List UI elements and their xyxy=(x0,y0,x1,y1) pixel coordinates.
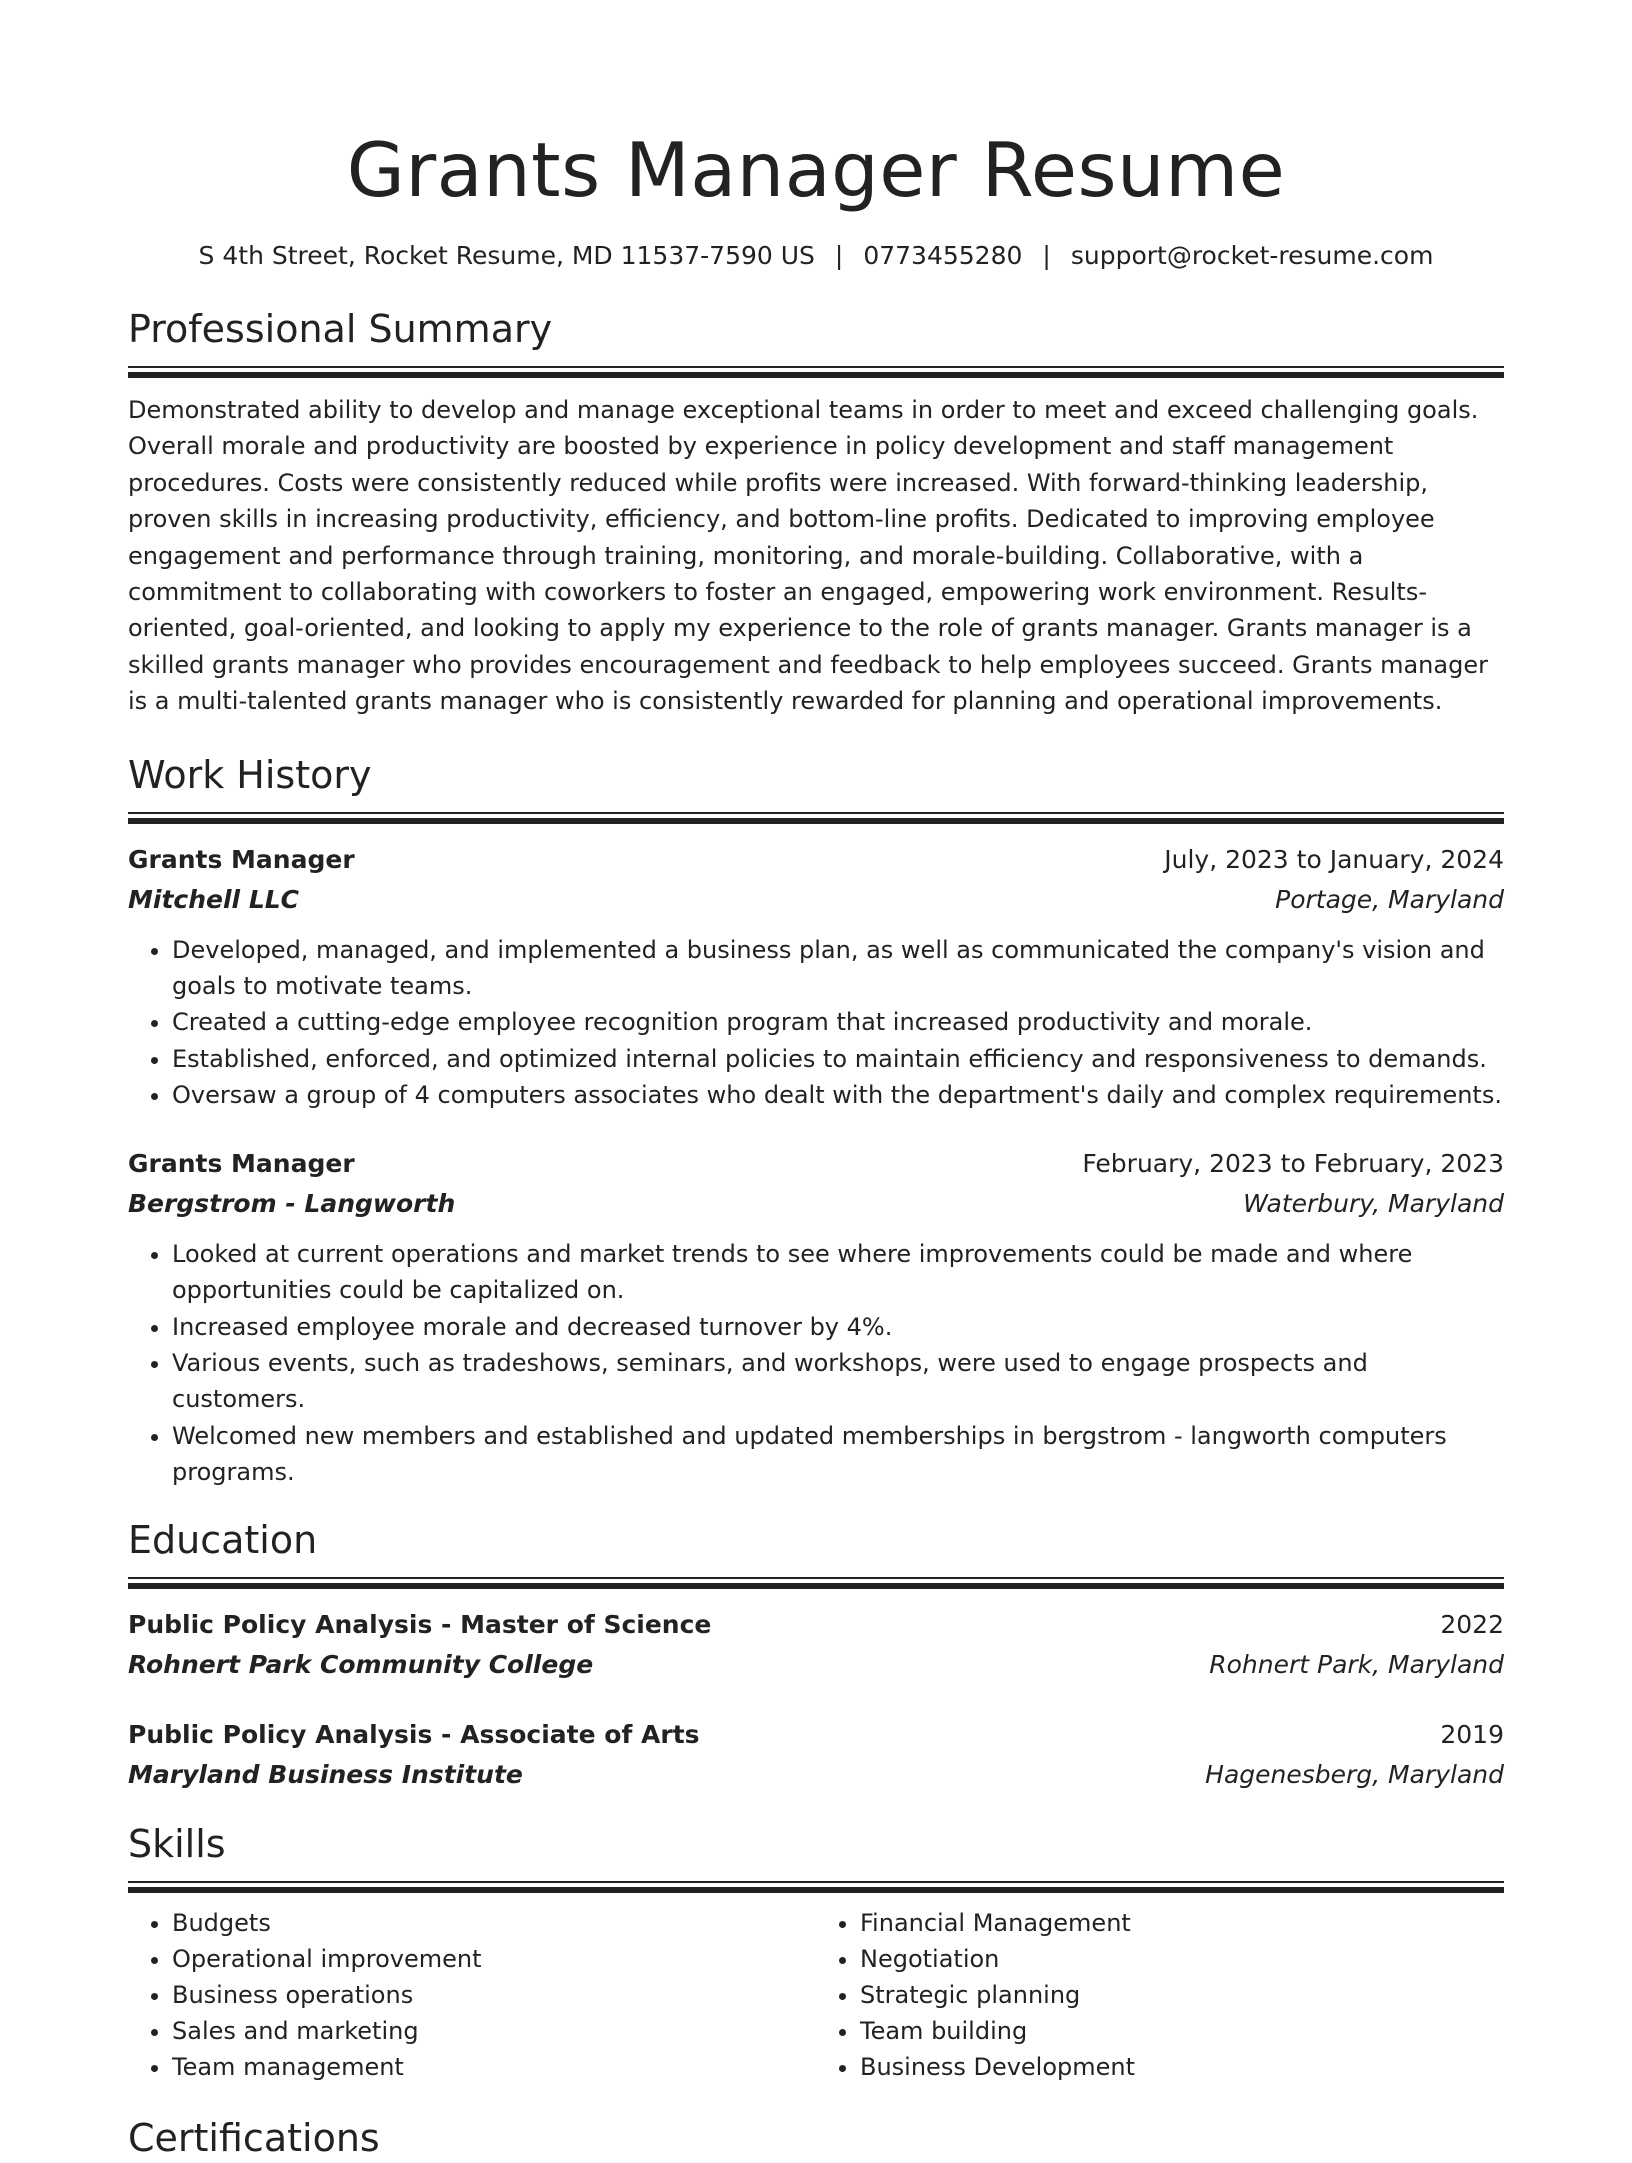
education-year: 2019 xyxy=(1440,1719,1504,1749)
contact-phone: 0773455280 xyxy=(863,241,1023,270)
skills-list-right xyxy=(816,1905,1504,2085)
list-item: • Budgets xyxy=(172,1905,816,1941)
job-title: Grants Manager xyxy=(128,1148,355,1178)
list-item: • Strategic planning xyxy=(860,1977,1504,2013)
job-entry xyxy=(128,1144,1504,1491)
section-divider xyxy=(128,812,1504,824)
list-item: • Looked at current operations and market trends to see where improvements could be made and where opportunities could be capitalized on. xyxy=(172,1236,1504,1309)
education-location: Hagenesberg, Maryland xyxy=(1205,1759,1504,1789)
resume-page xyxy=(128,0,1504,2163)
list-item: • Financial Management xyxy=(860,1905,1504,1941)
list-item: • Team building xyxy=(860,2013,1504,2049)
education-section xyxy=(128,1515,1504,1795)
summary-text: Demonstrated ability to develop and manage exceptional teams in order to meet and exceed challenging goals. Overall morale and productivity are boosted by experience in policy development and staff management procedures. Costs were consistently reduced while profits were increased. With forward-thinking leadership, proven skills in increasing productivity, efficiency, and bottom-line profits. Dedicated to improving employee engagement and performance through training, monitoring, and morale-building. Collaborative, with a commitment to collaborating with coworkers to foster an engaged, empowering work environment. Results-oriented, goal-oriented, and looking to apply my experience to the role of grants manager. Grants manager is a skilled grants manager who provides encouragement and feedback to help employees succeed. Grants manager is a multi-talented grants manager who is consistently rewarded for planning and operational improvements. xyxy=(128,396,1488,716)
contact-address: S 4th Street, Rocket Resume, MD 11537-7590 US xyxy=(198,241,815,270)
resume-title: Grants Manager Resume xyxy=(346,126,1286,214)
education-school: Maryland Business Institute xyxy=(128,1759,523,1789)
job-location: Waterbury, Maryland xyxy=(1243,1188,1504,1218)
section-divider xyxy=(128,1577,1504,1589)
job-company: Mitchell LLC xyxy=(128,884,300,914)
skills-columns xyxy=(128,1905,1504,2085)
education-year: 2022 xyxy=(1440,1609,1504,1639)
job-company: Bergstrom - Langworth xyxy=(128,1188,456,1218)
skills-section xyxy=(128,1819,1504,2085)
section-heading-summary: Professional Summary xyxy=(128,307,553,351)
education-degree: Public Policy Analysis - Master of Science xyxy=(128,1609,712,1639)
job-bullets xyxy=(128,932,1504,1114)
section-heading-work-history: Work History xyxy=(128,752,372,797)
list-item: • Oversaw a group of 4 computers associates who dealt with the department's daily and complex requirements. xyxy=(172,1077,1504,1113)
education-location: Rohnert Park, Maryland xyxy=(1209,1649,1504,1679)
list-item: • Business Development xyxy=(860,2049,1504,2085)
contact-line xyxy=(128,238,1504,274)
job-entry xyxy=(128,840,1504,1114)
contact-separator: | xyxy=(834,241,844,270)
job-dates: February, 2023 to February, 2023 xyxy=(1082,1148,1504,1178)
work-history-section xyxy=(128,750,1504,1491)
section-divider xyxy=(128,1881,1504,1893)
section-heading-skills: Skills xyxy=(128,1821,226,1866)
list-item: • Negotiation xyxy=(860,1941,1504,1977)
education-entry xyxy=(128,1605,1504,1685)
job-title: Grants Manager xyxy=(128,844,355,874)
list-item: • Team management xyxy=(172,2049,816,2085)
contact-separator: | xyxy=(1042,241,1051,270)
skills-list-left xyxy=(128,1905,816,2085)
list-item: • Welcomed new members and established and updated memberships in bergstrom - langworth computers programs. xyxy=(172,1418,1504,1491)
education-school: Rohnert Park Community College xyxy=(128,1649,594,1679)
job-bullets xyxy=(128,1236,1504,1491)
list-item: • Various events, such as tradeshows, seminars, and workshops, were used to engage prospects and customers. xyxy=(172,1345,1504,1418)
job-location: Portage, Maryland xyxy=(1275,884,1504,914)
contact-email: support@rocket-resume.com xyxy=(1070,241,1434,270)
list-item: • Developed, managed, and implemented a business plan, as well as communicated the company's vision and goals to motivate teams. xyxy=(172,932,1504,1005)
job-dates: July, 2023 to January, 2024 xyxy=(1164,844,1504,874)
list-item: • Sales and marketing xyxy=(172,2013,816,2049)
section-divider xyxy=(128,366,1504,378)
certifications-section xyxy=(128,2113,1504,2163)
list-item: • Established, enforced, and optimized internal policies to maintain efficiency and responsiveness to demands. xyxy=(172,1041,1504,1077)
list-item: • Increased employee morale and decreased turnover by 4%. xyxy=(172,1309,1504,1345)
section-heading-education: Education xyxy=(128,1517,318,1562)
education-degree: Public Policy Analysis - Associate of Arts xyxy=(128,1719,700,1749)
list-item: • Created a cutting-edge employee recognition program that increased productivity and morale. xyxy=(172,1004,1504,1040)
summary-section xyxy=(128,304,1504,720)
list-item: • Business operations xyxy=(172,1977,816,2013)
education-entry xyxy=(128,1715,1504,1795)
list-item: • Operational improvement xyxy=(172,1941,816,1977)
section-heading-certifications: Certifications xyxy=(128,2115,380,2160)
